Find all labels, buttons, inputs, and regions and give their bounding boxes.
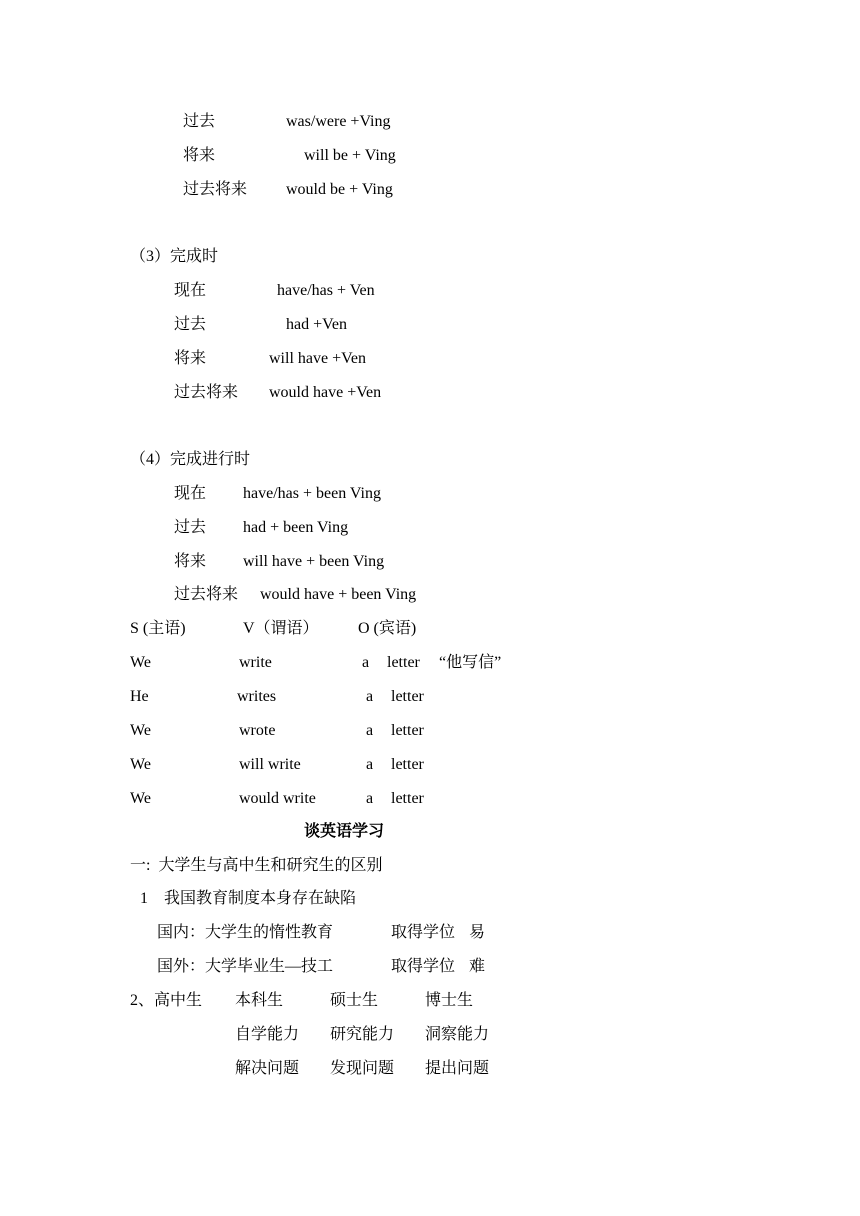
ability-item: 研究能力 (330, 1026, 395, 1043)
svo-row-note: “他写信” (439, 654, 502, 671)
svo-header-object: O (宾语) (358, 620, 417, 637)
progressive-future-formula: will be + Ving (304, 147, 396, 164)
perfect-progressive-row-label: 现在 (174, 485, 207, 502)
essay-point-2-label: 2、高中生 (130, 992, 203, 1009)
svo-row-verb: writes (237, 688, 277, 705)
problem-item: 解决问题 (235, 1060, 300, 1077)
perfect-progressive-row-formula: had + been Ving (243, 519, 349, 536)
perfect-progressive-row-label: 将来 (174, 553, 207, 570)
essay-point-1: 1 我国教育制度本身存在缺陷 (140, 890, 357, 907)
perfect-row-formula: have/has + Ven (277, 282, 375, 299)
svo-row-subject: We (130, 654, 151, 671)
perfect-heading: （3）完成时 (130, 248, 219, 265)
svo-row-verb: would write (239, 790, 316, 807)
perfect-progressive-row-label: 过去将来 (174, 586, 239, 603)
perfect-progressive-row-formula: would have + been Ving (260, 586, 417, 603)
svo-header-verb: V（谓语） (243, 620, 319, 637)
perfect-row-formula: would have +Ven (269, 384, 382, 401)
ability-item: 洞察能力 (425, 1026, 490, 1043)
perfect-row-label: 过去将来 (174, 384, 239, 401)
perfect-progressive-row-label: 过去 (174, 519, 207, 536)
svo-row-verb: write (239, 654, 272, 671)
perfect-row-formula: had +Ven (286, 316, 348, 333)
degree-level: 博士生 (425, 992, 474, 1009)
foreign-level: 难 (469, 958, 486, 975)
svo-row-object: letter (391, 688, 424, 705)
degree-level: 本科生 (235, 992, 284, 1009)
degree-level: 硕士生 (330, 992, 379, 1009)
progressive-future-label: 将来 (183, 147, 216, 164)
svo-row-object: letter (391, 790, 424, 807)
svo-row-subject: We (130, 756, 151, 773)
ability-item: 自学能力 (235, 1026, 300, 1043)
svo-row-article: a (366, 790, 374, 807)
progressive-past-label: 过去 (183, 113, 216, 130)
domestic-label: 国内：大学生的惰性教育 (157, 924, 334, 941)
essay-title: 谈英语学习 (304, 823, 385, 840)
problem-item: 发现问题 (330, 1060, 395, 1077)
svo-row-article: a (362, 654, 370, 671)
perfect-row-formula: will have +Ven (269, 350, 366, 367)
svo-header-subject: S (主语) (130, 620, 186, 637)
svo-row-object: letter (387, 654, 420, 671)
perfect-row-label: 过去 (174, 316, 207, 333)
perfect-row-label: 现在 (174, 282, 207, 299)
progressive-future-in-past-label: 过去将来 (183, 181, 248, 198)
progressive-past-formula: was/were +Ving (286, 113, 391, 130)
domestic-level: 易 (469, 924, 486, 941)
perfect-progressive-row-formula: will have + been Ving (243, 553, 385, 570)
svo-row-article: a (366, 688, 374, 705)
perfect-row-label: 将来 (174, 350, 207, 367)
foreign-result: 取得学位 (391, 958, 456, 975)
svo-row-article: a (366, 756, 374, 773)
essay-section-heading: 一: 大学生与高中生和研究生的区别 (130, 857, 383, 874)
svo-row-subject: We (130, 790, 151, 807)
svo-row-verb: wrote (239, 722, 276, 739)
progressive-future-in-past-formula: would be + Ving (286, 181, 393, 198)
svo-row-object: letter (391, 722, 424, 739)
perfect-progressive-row-formula: have/has + been Ving (243, 485, 381, 502)
svo-row-subject: We (130, 722, 151, 739)
svo-row-subject: He (130, 688, 149, 705)
perfect-progressive-heading: （4）完成进行时 (130, 451, 251, 468)
svo-row-object: letter (391, 756, 424, 773)
problem-item: 提出问题 (425, 1060, 490, 1077)
foreign-label: 国外：大学毕业生—技工 (157, 958, 334, 975)
svo-row-verb: will write (239, 756, 301, 773)
svo-row-article: a (366, 722, 374, 739)
domestic-result: 取得学位 (391, 924, 456, 941)
